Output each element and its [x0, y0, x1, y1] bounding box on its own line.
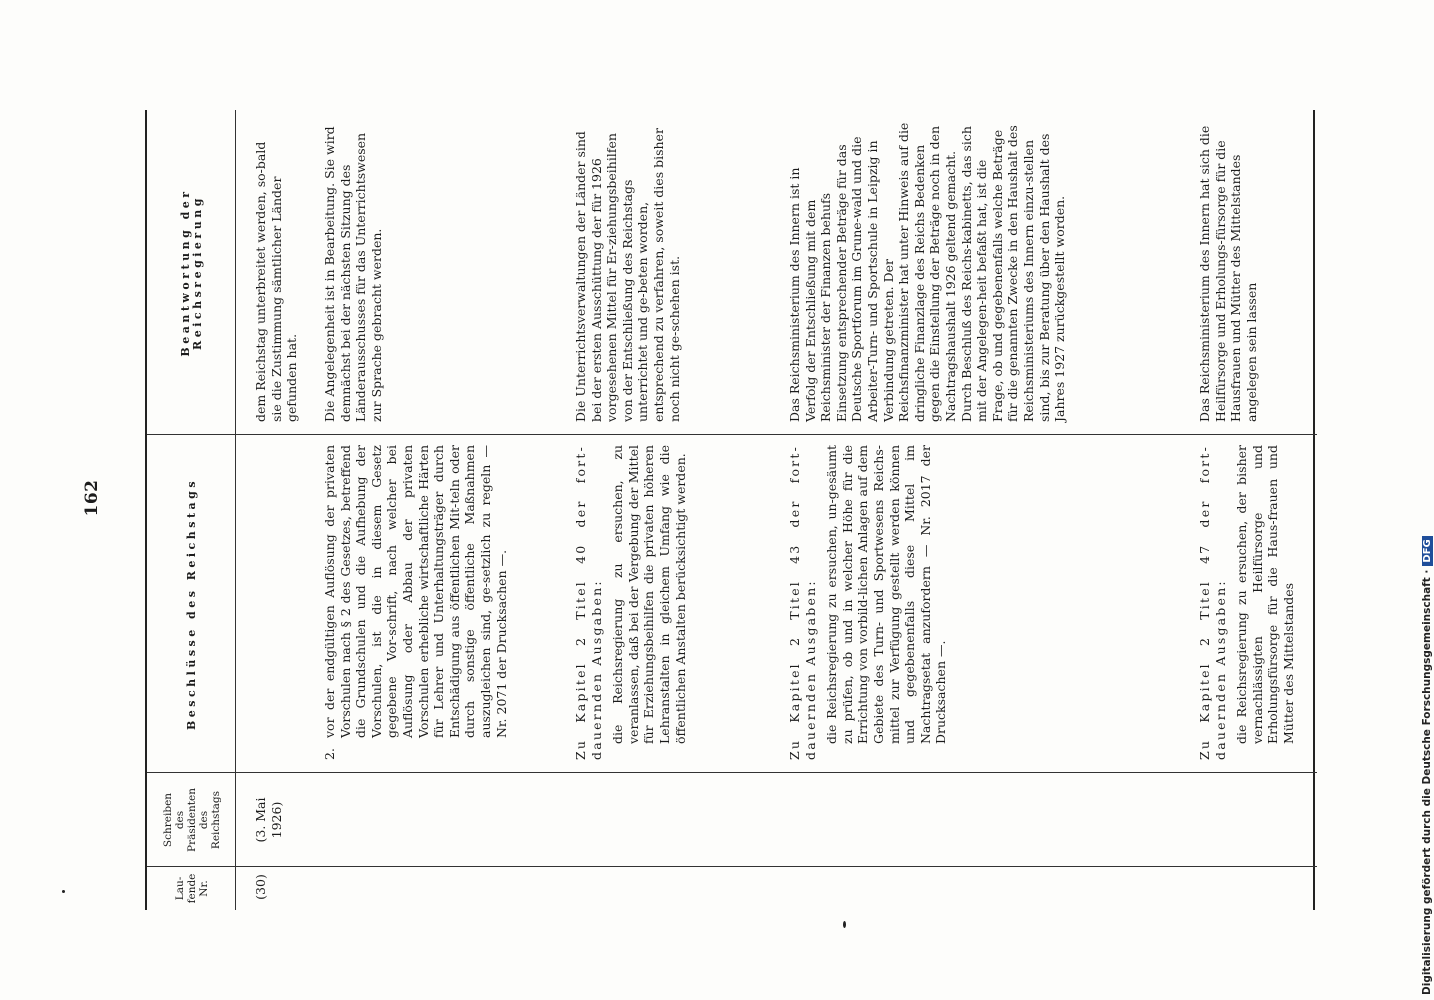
- page-number: 162: [82, 479, 102, 517]
- answer-paragraph: Das Reichsministerium des Innern hat sich die Heilfürsorge und Erholungs-fürsorge für die Hausfrauen und Mütter des Mittelstandes angelegen sein lassen: [1197, 125, 1259, 422]
- answer-paragraph: dem Reichstag unterbreitet werden, so-bald sie die Zustimmung sämtlicher Länder gefunden hat.: [253, 141, 300, 422]
- resolution-text: die Reichsregierung zu ersuchen, der bisher vernachlässigten Heilfürsorge und Erholungsfürsorge für die Haus-frauen und Mütter des Mittelstandes: [1234, 445, 1296, 744]
- resolution-table: [145, 110, 1315, 910]
- digitization-credit-text: Digitalisierung gefördert durch die Deutsche Forschungsgemeinschaft ·: [1421, 569, 1433, 995]
- answer-paragraph: Die Angelegenheit ist in Bearbeitung. Sie wird demnächst bei der nächsten Sitzung des Länderausschusses für das Unterrichtswesen zur Sprache gebracht werden.: [322, 126, 384, 422]
- column-rule: [147, 434, 1317, 435]
- resolution-item: [322, 445, 509, 760]
- header-rule: [235, 110, 236, 910]
- header-government-answer: Beantwortung der Reichsregierung: [179, 188, 204, 357]
- resolution-item-number: 2.: [322, 748, 337, 760]
- scan-speck: [843, 921, 846, 928]
- digitization-credit: [1421, 15, 1434, 995]
- header-president-letter: Schreiben des Präsidenten des Reichstags: [162, 788, 222, 852]
- column-rule: [147, 866, 1317, 867]
- letter-date: (3. Mai 1926): [253, 797, 284, 843]
- answer-paragraph: Das Reichsministerium des Innern ist in Verfolg der Entschließung mit dem Reichsminister der Finanzen behufs Einsetzung entsprechender Beträge für das Deutsche Sportforum im Grune-wald und die Arbeiter-Turn- und Sportschule in Leipzig in Verbindung getreten. Der Reichsfinanzminister hat unter Hinweis auf die dringliche Finanzlage des Reichs Bedenken gegen die Einstellung der Beträge noch in den Nachtragshaushalt 1926 geltend gemacht. Durch Beschluß des Reichs-kabinetts, das sich mit der Angelegen-heit befaßt hat, ist die Frage, ob und gegebenenfalls welche Beträge für die genannten Zwecke in den Haushalt des Reichsministeriums des Innern einzu-stellen sind, bis zur Beratung über den Haushalt des Jahres 1927 zurückgestellt worden.: [787, 122, 1068, 422]
- scan-speck: [62, 890, 65, 893]
- resolution-block: [1197, 445, 1303, 760]
- resolution-heading: Zu Kapitel 2 Titel 47 der fort-dauernden Ausgaben:: [1197, 445, 1228, 760]
- resolution-text: die Reichsregierung zu ersuchen, zu veranlassen, daß bei der Vergebung der Mittel für Erziehungsbeihilfen die privaten höheren Lehranstalten in gleichem Umfang wie die öffentlichen Anstalten berücksichtigt werden.: [610, 445, 688, 744]
- resolution-text: vor der endgültigen Auflösung der privaten Vorschulen nach § 2 des Gesetzes, betreffend die Grundschulen und die Aufhebung der Vorschulen, ist die in diesem Gesetz gegebene Vor-schrift, nach welcher bei Auflösung oder Abbau der privaten Vorschulen erhebliche wirtschaftliche Härten für Lehrer und Unterhaltungsträger durch Entschädigung aus öffentlichen Mit-teln oder durch sonstige öffentliche Maßnahmen auszugleichen sind, ge-setzlich zu regeln — Nr. 2071 der Drucksachen —.: [322, 445, 509, 738]
- resolution-text: die Reichsregierung zu ersuchen, un-gesäumt zu prüfen, ob und in welcher Höhe für die Errichtung von vorbild-lichen Anlagen auf dem Gebiete des Turn- und Sportwesens Reichs-mittel zur Verfügung gestellt werden können und gegebenenfalls diese Mittel im Nachtragsetat anzufordern — Nr. 2017 der Drucksachen —.: [824, 445, 949, 744]
- answer-paragraph: Die Unterrichtsverwaltungen der Länder sind bei der ersten Ausschüttung der für 1926 vorgesehenen Mittel für Er-ziehungsbeihilfen von der Entschließung des Reichstags unterrichtet und ge-beten worden, entsprechend zu verfahren, soweit dies bisher noch nicht ge-schehen ist.: [573, 128, 682, 422]
- resolution-heading: Zu Kapitel 2 Titel 43 der fort-dauernden Ausgaben:: [787, 445, 818, 760]
- running-number: (30): [253, 874, 268, 900]
- header-resolutions: Beschlüsse des Reichstags: [185, 477, 198, 731]
- column-rule: [147, 772, 1317, 773]
- rotated-document-sheet: [82, 110, 1315, 910]
- resolution-heading: Zu Kapitel 2 Titel 40 der fort-dauernden Ausgaben:: [573, 445, 604, 760]
- resolution-block: [787, 445, 955, 760]
- dfg-logo: DFG: [1422, 536, 1433, 565]
- resolution-block: [573, 445, 694, 760]
- header-running-number: Lau- fende Nr.: [174, 873, 210, 904]
